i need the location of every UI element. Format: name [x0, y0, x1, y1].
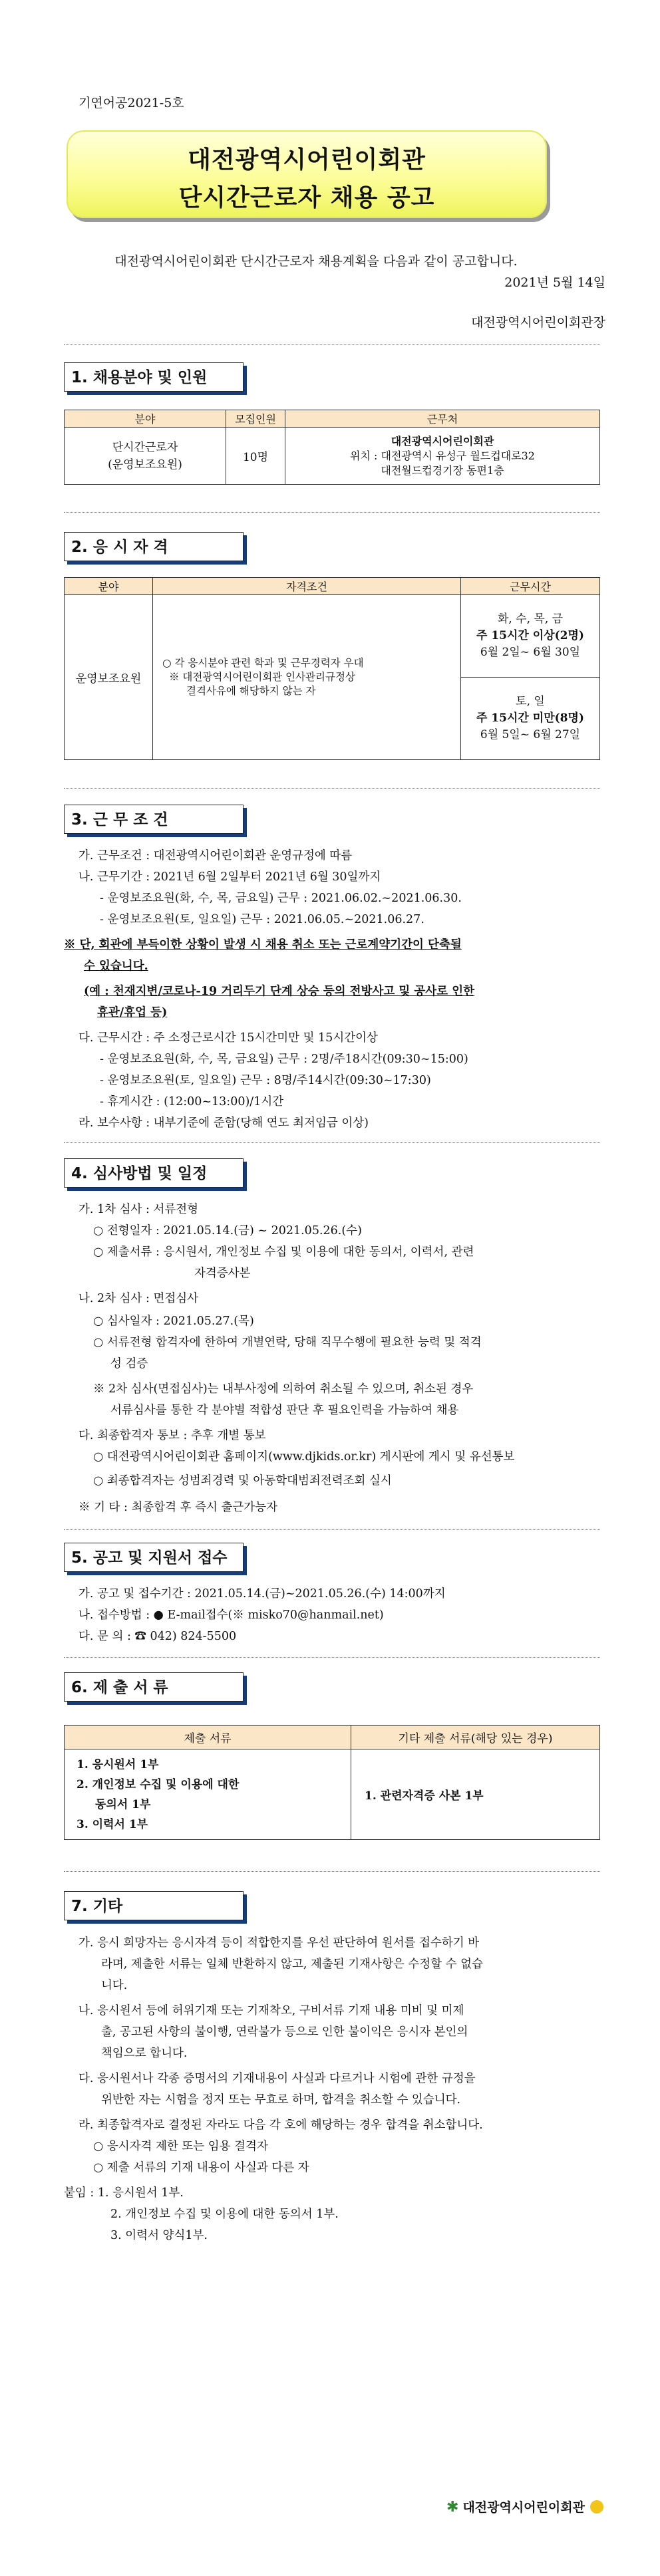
section-4-heading: 4. 심사방법 및 일정: [64, 1158, 245, 1189]
section-divider: [64, 512, 600, 513]
attachment-line: 붙임 : 1. 응시원서 1부.: [64, 2186, 184, 2200]
s3-notice: ※ 단, 회관에 부득이한 상황이 발생 시 채용 취소 또는 근로계약기간이 단축될: [64, 938, 462, 952]
s4-line: ○ 대전광역시어린이회관 홈페이지(www.djkids.or.kr) 게시판에 게시 및 유선통보: [93, 1450, 515, 1464]
s3-line: - 운영보조요원(화, 수, 목, 금요일) 근무 : 2명/주18시간(09:30~15:00): [100, 1053, 468, 1066]
s7-line: 위반한 자는 시험을 정지 또는 무효로 하며, 합격을 취소할 수 있습니다.: [101, 2093, 461, 2107]
s4-line: ○ 서류전형 합격자에 한하여 개별연락, 당해 직무수행에 필요한 능력 및 적격: [93, 1336, 482, 1349]
required-docs-cell: 1. 응시원서 1부 2. 개인정보 수집 및 이용에 대한 동의서 1부 3. 이력서 1부: [65, 1749, 351, 1840]
s7-line: 출, 공고된 사항의 불이행, 연락불가 등으로 인한 불이익은 응시자 본인의: [101, 2025, 468, 2039]
s3-notice-example: 휴관/휴업 등): [97, 1006, 168, 1019]
s4-line: 성 검증: [110, 1357, 148, 1370]
s7-line: ○ 제출 서류의 기재 내용이 사실과 다른 자: [93, 2161, 309, 2174]
s7-line: 책임으로 합니다.: [101, 2047, 188, 2060]
s4-line: ○ 심사일자 : 2021.05.27.(목): [93, 1315, 254, 1328]
s4-line: ○ 전형일자 : 2021.05.14.(금) ~ 2021.05.26.(수): [93, 1224, 362, 1237]
section-divider: [64, 1529, 600, 1530]
condition-cell: ○ 각 응시분야 관련 학과 및 근무경력자 우대 ※ 대전광역시어린이회관 인사관리규정상 결격사유에 해당하지 않는 자: [153, 595, 461, 760]
s4-line: 서류심사를 통한 각 분야별 적합성 판단 후 필요인력을 가늠하여 채용: [110, 1404, 459, 1417]
col-condition: 자격조건: [153, 578, 461, 595]
s3-line: 가. 근무조건 : 대전광역시어린이회관 운영규정에 따름: [79, 849, 353, 862]
s4-line: 가. 1차 심사 : 서류전형: [79, 1203, 199, 1216]
s7-line: 니다.: [101, 1979, 128, 1992]
section-divider: [64, 1657, 600, 1658]
section-1-heading: 1. 채용분야 및 인원: [64, 362, 245, 393]
s3-line: 나. 근무기간 : 2021년 6월 2일부터 2021년 6월 30일까지: [79, 870, 381, 884]
col-place: 근무처: [285, 410, 600, 428]
section-3-heading: 3. 근 무 조 건: [64, 805, 245, 835]
hours-weekday-cell: 화, 수, 목, 금 주 15시간 이상(2명) 6월 2일~ 6월 30일: [461, 595, 600, 678]
s7-line: 가. 응시 희망자는 응시자격 등이 적합한지를 우선 판단하여 원서를 접수하기 바: [79, 1936, 480, 1950]
col-hours: 근무시간: [461, 578, 600, 595]
section-7-heading: 7. 기타: [64, 1891, 245, 1922]
s4-line: 자격증사본: [194, 1267, 251, 1280]
signer: 대전광역시어린이회관장: [471, 315, 605, 330]
title-line-2: 단시간근로자 채용 공고: [178, 184, 435, 211]
s4-line: 나. 2차 심사 : 면접심사: [79, 1292, 199, 1305]
count-cell: 10명: [226, 428, 285, 485]
section-2-heading: 2. 응 시 자 격: [64, 532, 245, 563]
intro-text: 대전광역시어린이회관 단시간근로자 채용계획을 다음과 같이 공고합니다.: [114, 254, 518, 269]
col-other: 기타 제출 서류(해당 있는 경우): [351, 1726, 600, 1749]
s4-line: ○ 최종합격자는 성범죄경력 및 아동학대범죄전력조회 실시: [93, 1474, 392, 1487]
s5-line: 다. 문 의 : ☎ 042) 824-5500: [79, 1630, 237, 1643]
title-line-1: 대전광역시어린이회관: [188, 146, 426, 174]
s3-line: 다. 근무시간 : 주 소정근로시간 15시간미만 및 15시간이상: [79, 1031, 378, 1045]
s7-line: 라. 최종합격자로 결정된 자라도 다음 각 호에 해당하는 경우 합격을 취소합니다.: [79, 2119, 483, 2132]
s5-line: 나. 접수방법 : ● E-mail접수(※ misko70@hanmail.net): [79, 1609, 384, 1622]
document-number: 기연어공2021-5호: [79, 96, 184, 110]
s4-line: ※ 2차 심사(면접심사)는 내부사정에 의하여 취소될 수 있으며, 취소된 경우: [93, 1382, 474, 1396]
hours-weekend-cell: 토, 일 주 15시간 미만(8명) 6월 5일~ 6월 27일: [461, 678, 600, 760]
section-divider: [64, 1142, 600, 1143]
s7-line: 다. 응시원서나 각종 증명서의 기재내용이 사실과 다르거나 시험에 관한 규정을: [79, 2072, 476, 2085]
other-docs-cell: 1. 관련자격증 사본 1부: [351, 1749, 600, 1840]
section-divider: [64, 788, 600, 789]
attachment-line: 2. 개인정보 수집 및 이용에 대한 동의서 1부.: [110, 2208, 339, 2221]
s3-line: - 운영보조요원(토, 일요일) 근무 : 8명/주14시간(09:30~17:30): [100, 1074, 431, 1087]
s4-line: 다. 최종합격자 통보 : 추후 개별 통보: [79, 1429, 266, 1442]
s3-line: 라. 보수사항 : 내부기준에 준함(당해 연도 최저임금 이상): [79, 1116, 369, 1130]
s3-notice-example: (예 : 천재지변/코로나-19 거리두기 단계 상승 등의 전방사고 및 공사로 인한: [84, 985, 475, 998]
s5-line: 가. 공고 및 접수기간 : 2021.05.14.(금)~2021.05.26.(수) 14:00까지: [79, 1587, 446, 1601]
section-divider: [64, 1871, 600, 1872]
s4-line: ○ 제출서류 : 응시원서, 개인정보 수집 및 이용에 대한 동의서, 이력서, 관련: [93, 1245, 474, 1259]
field-cell: 운영보조요원: [65, 595, 153, 760]
recruitment-table: [64, 410, 600, 485]
col-field: 분야: [65, 410, 226, 428]
footer-logo: ✱ 대전광역시어린이회관: [446, 2498, 603, 2515]
s7-line: 라며, 제출한 서류는 일체 반환하지 않고, 제출된 기재사항은 수정할 수 없습: [101, 1958, 483, 1971]
s7-line: 나. 응시원서 등에 허위기재 또는 기재착오, 구비서류 기재 내용 미비 및 미제: [79, 2004, 464, 2017]
field-cell: 단시간근로자 (운영보조요원): [65, 428, 226, 485]
col-required: 제출 서류: [65, 1726, 351, 1749]
s3-notice: 수 있습니다.: [84, 960, 148, 973]
place-cell: 대전광역시어린이회관 위치 : 대전광역시 유성구 월드컵대로32 대전월드컵경기장 동편1층: [285, 428, 600, 485]
section-5-heading: 5. 공고 및 지원서 접수: [64, 1543, 245, 1573]
attachment-line: 3. 이력서 양식1부.: [110, 2229, 208, 2242]
s3-line: - 운영보조요원(토, 일요일) 근무 : 2021.06.05.~2021.06.27.: [100, 913, 424, 926]
title-banner: [67, 130, 547, 218]
smile-icon: [590, 2500, 603, 2513]
col-count: 모집인원: [226, 410, 285, 428]
qualification-table: [64, 577, 600, 760]
section-divider: [64, 344, 600, 345]
col-field: 분야: [65, 578, 153, 595]
s4-line: ※ 기 타 : 최종합격 후 즉시 출근가능자: [79, 1501, 278, 1514]
section-6-heading: 6. 제 출 서 류: [64, 1672, 245, 1703]
documents-table: [64, 1725, 600, 1840]
s3-line: - 휴게시간 : (12:00~13:00)/1시간: [100, 1095, 284, 1108]
star-icon: ✱: [446, 2499, 459, 2515]
s3-line: - 운영보조요원(화, 수, 목, 금요일) 근무 : 2021.06.02.~2021.06.30.: [100, 892, 462, 905]
s7-line: ○ 응시자격 제한 또는 임용 결격자: [93, 2140, 268, 2153]
announcement-date: 2021년 5월 14일: [504, 275, 605, 290]
